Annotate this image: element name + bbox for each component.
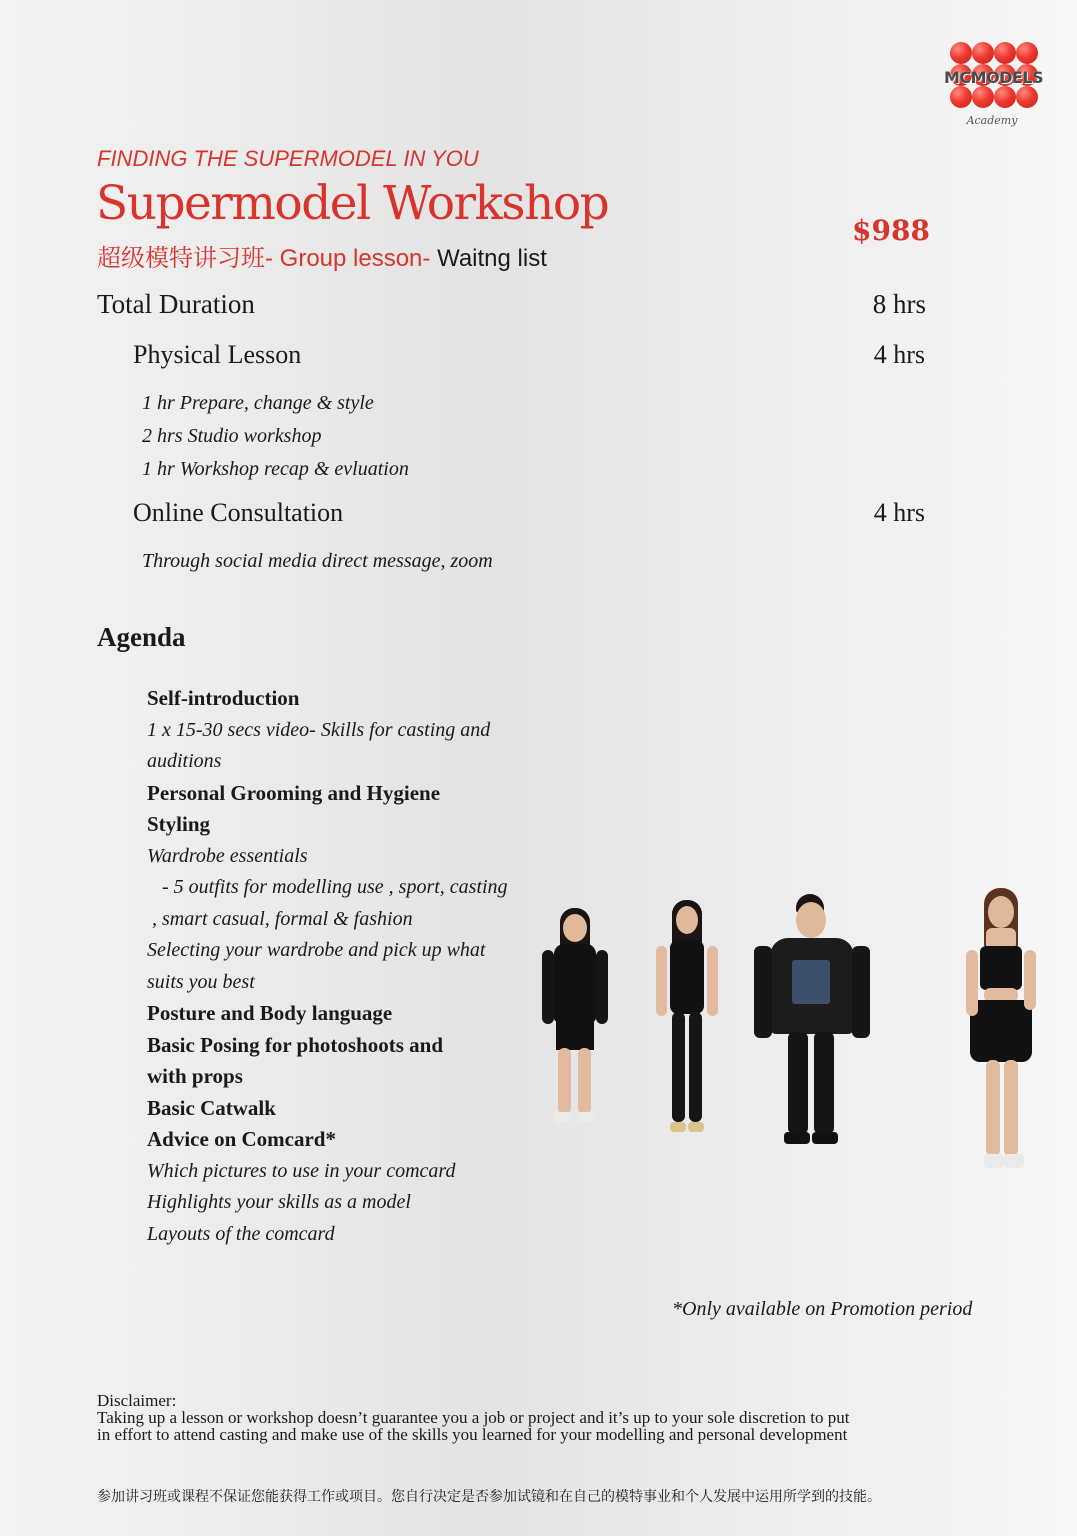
agenda-topic: Basic Posing for photoshoots and bbox=[147, 1032, 444, 1057]
physical-item: 1 hr Workshop recap & evluation bbox=[142, 458, 409, 480]
model-photo bbox=[540, 908, 610, 1130]
online-consultation-value: 4 hrs bbox=[873, 498, 925, 527]
total-duration-value: 8 hrs bbox=[872, 289, 926, 319]
total-duration-label: Total Duration bbox=[97, 289, 255, 319]
agenda-detail: Which pictures to use in your comcard bbox=[147, 1159, 456, 1182]
model-photo bbox=[652, 900, 722, 1140]
agenda-list bbox=[147, 683, 547, 1250]
disclaimer-label: Disclaimer: bbox=[97, 1391, 177, 1410]
agenda-topic: Advice on Comcard* bbox=[147, 1127, 336, 1151]
agenda-detail: Layouts of the comcard bbox=[147, 1222, 335, 1245]
kicker-text: FINDING THE SUPERMODEL IN YOU bbox=[97, 146, 479, 171]
subtitle-group-lesson: - Group lesson- bbox=[265, 245, 431, 272]
agenda-topic: Self-introduction bbox=[147, 686, 300, 710]
agenda-topic: Basic Catwalk bbox=[147, 1095, 276, 1120]
physical-item: 1 hr Prepare, change & style bbox=[142, 392, 374, 414]
agenda-detail: Highlights your skills as a model bbox=[147, 1191, 411, 1213]
agenda-topic: Styling bbox=[147, 812, 211, 836]
disclaimer-chinese: 参加讲习班或课程不保证您能获得工作或项目。您自行决定是否参加试镜和在自己的模特事业和个人发展中运用所学到的技能。 bbox=[97, 1489, 881, 1505]
physical-lesson-value: 4 hrs bbox=[873, 340, 925, 369]
disclaimer bbox=[97, 1392, 997, 1443]
mcmodels-logo bbox=[944, 40, 1044, 132]
agenda-detail: - 5 outfits for modelling use , sport, casting bbox=[147, 876, 508, 898]
agenda-topic: with props bbox=[147, 1064, 243, 1088]
online-consultation-label: Online Consultation bbox=[133, 498, 344, 527]
subtitle-waiting-list: Waitng list bbox=[430, 245, 547, 272]
logo-wordmark: MCMODELS bbox=[944, 68, 1044, 87]
disclaimer-line: Taking up a lesson or workshop doesn’t guarantee you a job or project and it’s up to your sole discretion to put bbox=[97, 1408, 850, 1427]
logo-tagline: Academy bbox=[966, 114, 1018, 127]
agenda-detail: suits you best bbox=[147, 970, 255, 993]
model-photo bbox=[960, 888, 1040, 1184]
page-title: Supermodel Workshop bbox=[96, 176, 609, 231]
promotion-footnote: *Only available on Promotion period bbox=[672, 1298, 973, 1320]
agenda-heading: Agenda bbox=[97, 622, 186, 652]
price-tag: $988 bbox=[852, 214, 930, 247]
subtitle-chinese: 超级模特讲习班 bbox=[97, 244, 265, 272]
agenda-detail: auditions bbox=[147, 750, 222, 772]
agenda-detail: Selecting your wardrobe and pick up what bbox=[147, 939, 486, 961]
agenda-detail: Wardrobe essentials bbox=[147, 844, 308, 867]
model-photo bbox=[752, 894, 872, 1152]
agenda-topic: Posture and Body language bbox=[147, 1001, 393, 1025]
subtitle bbox=[97, 238, 547, 273]
disclaimer-line: in effort to attend casting and make use of the skills you learned for your modelling and personal development bbox=[97, 1425, 848, 1444]
agenda-detail: 1 x 15-30 secs video- Skills for casting and bbox=[147, 718, 491, 741]
online-item: Through social media direct message, zoom bbox=[142, 550, 493, 572]
physical-item: 2 hrs Studio workshop bbox=[142, 425, 322, 447]
physical-lesson-label: Physical Lesson bbox=[133, 340, 302, 369]
agenda-topic: Personal Grooming and Hygiene bbox=[147, 780, 441, 805]
agenda-detail: , smart casual, formal & fashion bbox=[147, 907, 413, 930]
